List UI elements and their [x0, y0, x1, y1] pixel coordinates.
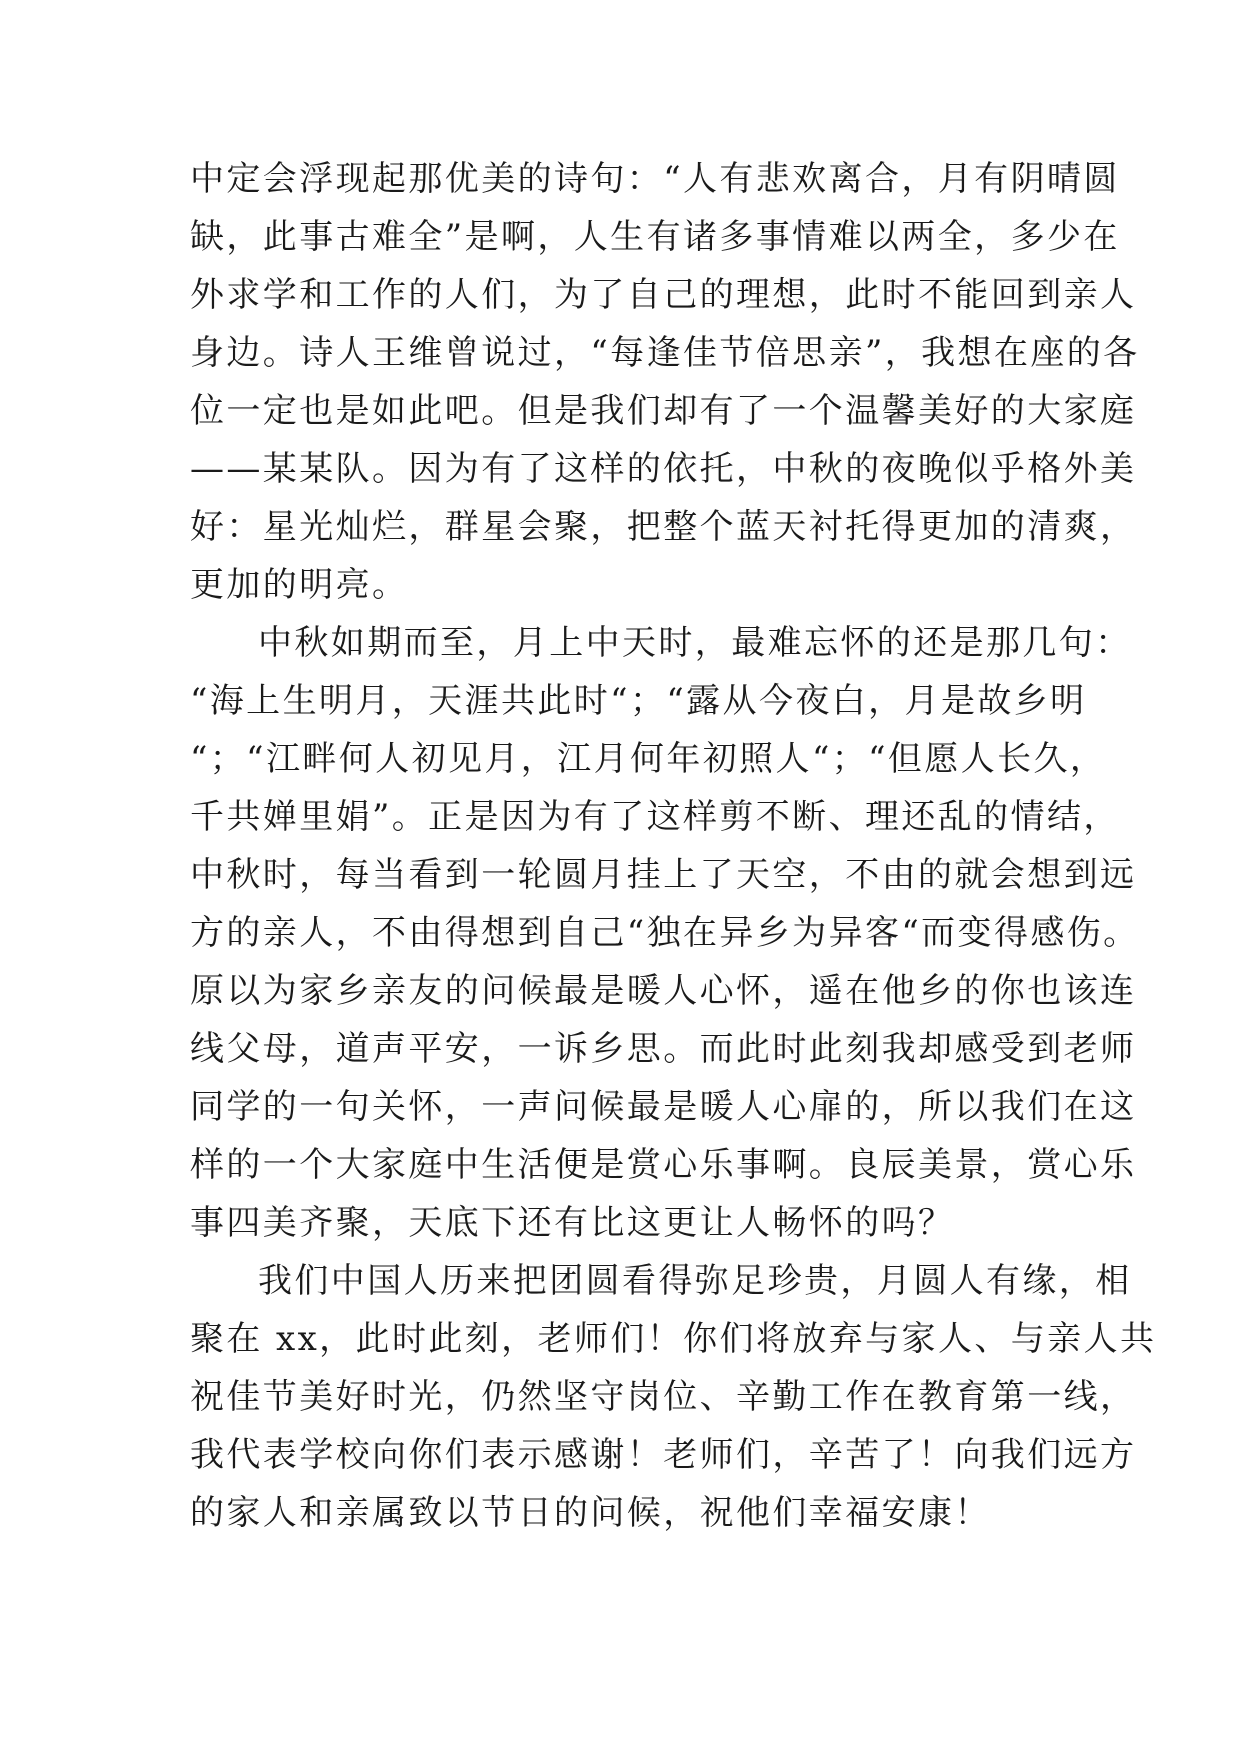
text-line: 位一定也是如此吧。但是我们却有了一个温馨美好的大家庭	[190, 391, 1137, 431]
text-line: 原以为家乡亲友的问候最是暖人心怀，遥在他乡的你也该连	[190, 971, 1137, 1011]
text-line: ——某某队。因为有了这样的依托，中秋的夜晚似乎格外美	[190, 449, 1137, 489]
text-line: 身边。诗人王维曾说过，“每逢佳节倍思亲”，我想在座的各	[190, 333, 1140, 373]
text-line: 同学的一句关怀，一声问候最是暖人心扉的，所以我们在这	[190, 1087, 1137, 1127]
text-line: 事四美齐聚，天底下还有比这更让人畅怀的吗？	[190, 1203, 955, 1243]
text-line: 祝佳节美好时光，仍然坚守岗位、辛勤工作在教育第一线，	[190, 1377, 1137, 1417]
text-line: 外求学和工作的人们，为了自己的理想，此时不能回到亲人	[190, 275, 1137, 315]
document-body	[190, 150, 1157, 1542]
text-line: 我代表学校向你们表示感谢！老师们，辛苦了！向我们远方	[190, 1435, 1137, 1475]
text-line: 中定会浮现起那优美的诗句：“人有悲欢离合，月有阴晴圆	[190, 159, 1120, 199]
text-line: 缺，此事古难全”是啊，人生有诸多事情难以两全，多少在	[190, 217, 1120, 257]
text-line: 的家人和亲属致以节日的问候，祝他们幸福安康！	[190, 1493, 991, 1533]
text-line: 聚在 xx，此时此刻，老师们！你们将放弃与家人、与亲人共	[190, 1319, 1157, 1359]
text-line: 方的亲人，不由得想到自己“独在异乡为异客“而变得感伤。	[190, 913, 1140, 953]
text-line: 线父母，道声平安，一诉乡思。而此时此刻我却感受到老师	[190, 1029, 1137, 1069]
text-line: 中秋时，每当看到一轮圆月挂上了天空，不由的就会想到远	[190, 855, 1137, 895]
paragraph-start-line: 我们中国人历来把团圆看得弥足珍贵，月圆人有缘，相	[258, 1261, 1132, 1301]
text-line: “海上生明月，天涯共此时“；“露从今夜白，月是故乡明	[190, 681, 1087, 721]
text-line: 样的一个大家庭中生活便是赏心乐事啊。良辰美景，赏心乐	[190, 1145, 1137, 1185]
text-line: “；“江畔何人初见月，江月何年初照人“；“但愿人长久，	[190, 739, 1107, 779]
text-line: 更加的明亮。	[190, 565, 409, 605]
text-line: 千共婵里娟”。正是因为有了这样剪不断、理还乱的情结，	[190, 797, 1120, 837]
text-line: 好：星光灿烂，群星会聚，把整个蓝天衬托得更加的清爽，	[190, 507, 1137, 547]
paragraph-start-line: 中秋如期而至，月上中天时，最难忘怀的还是那几句：	[258, 623, 1132, 663]
